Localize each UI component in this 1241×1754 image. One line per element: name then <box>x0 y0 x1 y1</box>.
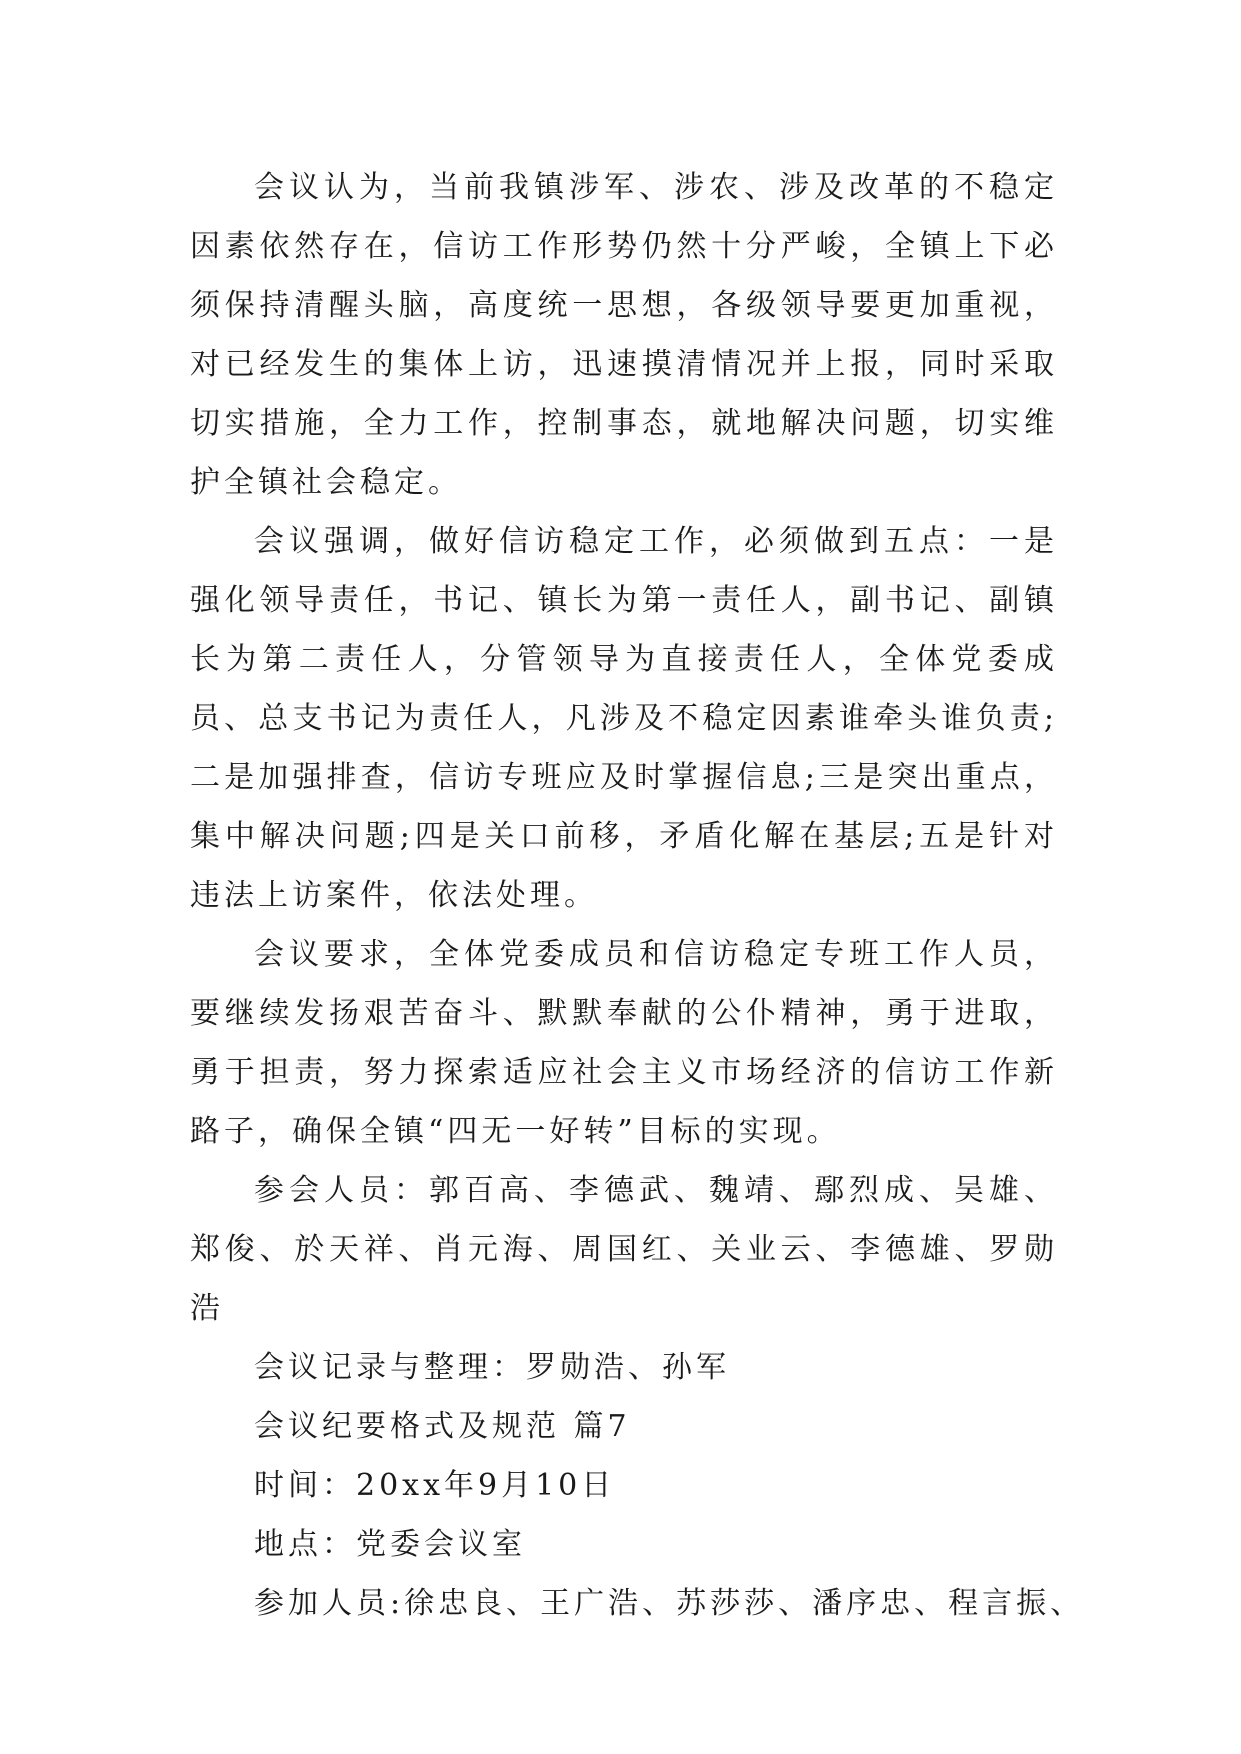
document-body <box>190 158 1085 1633</box>
paragraph-meeting-emphasis: 会议强调，做好信访稳定工作，必须做到五点：一是强化领导责任，书记、镇长为第一责任人，副书记、副镇长为第二责任人，分管领导为直接责任人，全体党委成员、总支书记为责任人，凡涉及不稳定因素谁牵头谁负责;二是加强排查，信访专班应及时掌握信息;三是突出重点，集中解决问题;四是关口前移，矛盾化解在基层;五是针对违法上访案件，依法处理。 <box>190 524 1058 913</box>
line-time: 时间：20xx年9月10日 <box>254 1468 616 1503</box>
line-location: 地点：党委会议室 <box>254 1527 526 1562</box>
section-title: 会议纪要格式及规范 篇7 <box>254 1409 631 1444</box>
paragraph-meeting-opinion: 会议认为，当前我镇涉军、涉农、涉及改革的不稳定因素依然存在，信访工作形势仍然十分严峻，全镇上下必须保持清醒头脑，高度统一思想，各级领导要更加重视，对已经发生的集体上访，迅速摸清情况并上报，同时采取切实措施，全力工作，控制事态，就地解决问题，切实维护全镇社会稳定。 <box>190 170 1058 500</box>
line-participants: 参加人员:徐忠良、王广浩、苏莎莎、潘序忠、程言振、 <box>254 1586 1085 1621</box>
line-recorder: 会议记录与整理：罗勋浩、孙军 <box>254 1350 730 1385</box>
paragraph-meeting-requirements: 会议要求，全体党委成员和信访稳定专班工作人员，要继续发扬艰苦奋斗、默默奉献的公仆精神，勇于进取，勇于担责，努力探索适应社会主义市场经济的信访工作新路子，确保全镇“四无一好转”目标的实现。 <box>190 937 1058 1149</box>
paragraph-attendees: 参会人员：郭百高、李德武、魏靖、鄢烈成、吴雄、郑俊、於天祥、肖元海、周国红、关业云、李德雄、罗勋浩 <box>190 1173 1058 1326</box>
